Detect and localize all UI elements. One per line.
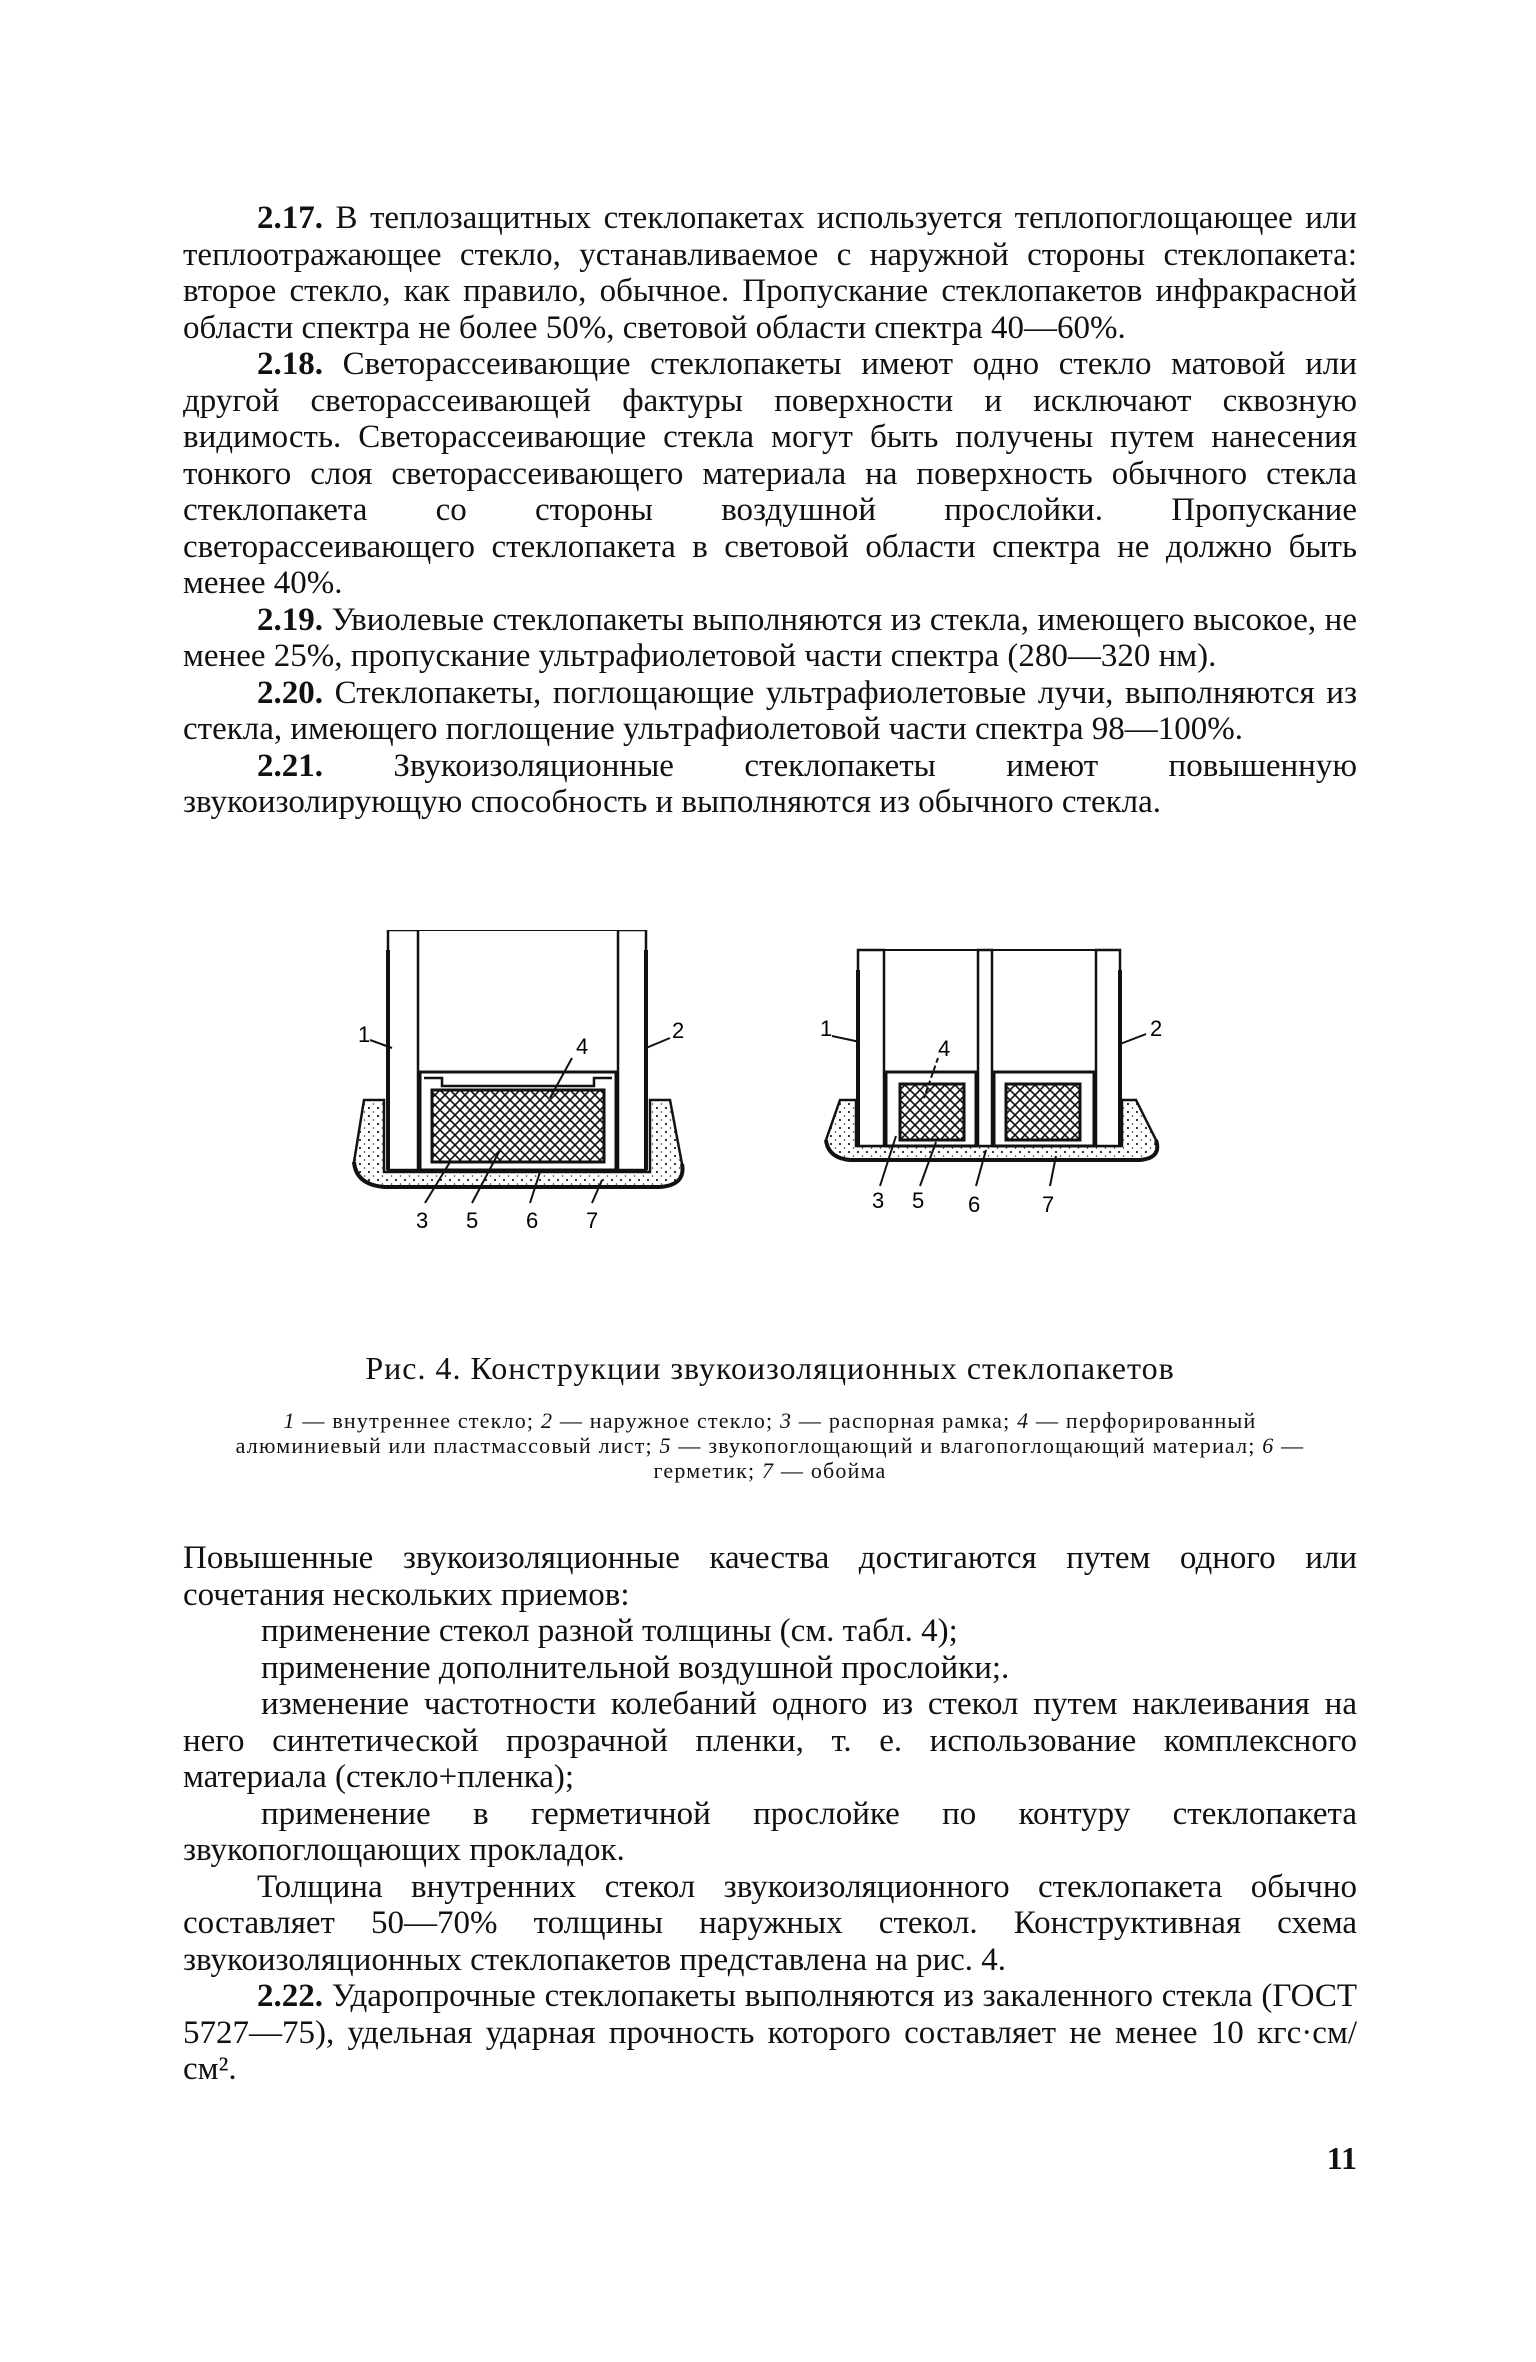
label-6: 6	[968, 1192, 981, 1217]
method-item: изменение частотности колебаний одного из стекол путем наклеивания на него синтетической прозрачной пленки, т. е. использование комплексного материала (стекло+пленка);	[183, 1686, 1357, 1795]
legend-number: 2	[540, 1408, 554, 1433]
legend-number: 3	[780, 1408, 793, 1433]
paragraph-2-20	[183, 675, 1357, 748]
label-1: 1	[358, 1022, 371, 1047]
label-1: 1	[820, 1016, 833, 1041]
double-cavity-unit	[820, 950, 1162, 1217]
label-3: 3	[872, 1188, 885, 1213]
inner-glass	[388, 930, 418, 1170]
paragraph-2-17	[183, 200, 1357, 346]
legend-number: 7	[762, 1458, 775, 1483]
middle-glass	[978, 950, 992, 1146]
legend-number: 4	[1017, 1408, 1030, 1433]
inner-glass	[858, 950, 884, 1146]
legend-text: — звукопоглощающий и влагопоглощающий материал;	[671, 1433, 1263, 1458]
section-number: 2.17.	[257, 200, 323, 236]
label-2: 2	[1150, 1016, 1163, 1041]
paragraph-text: Увиолевые стеклопакеты выполняются из стекла, имеющего высокое, не менее 25%, пропускание ультрафиолетовой части спектра (280—320 нм).	[183, 601, 1357, 674]
legend-text: — перфорированный алюминиевый или пластмассовый лист;	[235, 1408, 1257, 1458]
paragraph-text: Ударопрочные стеклопакеты выполняются из закаленного стекла (ГОСТ 5727—75), удельная ударная прочность которого составляет не менее 10 кгс·см/см².	[183, 1978, 1357, 2087]
outer-glass	[618, 930, 646, 1170]
sound-absorber-2	[1006, 1084, 1080, 1140]
legend-text: — распорная рамка;	[792, 1408, 1018, 1433]
method-item: применение в герметичной прослойке по контуру стеклопакета звукопоглощающих прокладок.	[183, 1795, 1357, 1868]
figure-4-diagram	[340, 930, 1240, 1340]
legend-text: — герметик;	[653, 1433, 1305, 1483]
section-number: 2.18.	[257, 346, 323, 382]
section-number: 2.21.	[257, 747, 323, 784]
section-number: 2.22.	[257, 1978, 323, 2014]
single-cavity-unit	[354, 930, 684, 1233]
label-6: 6	[526, 1208, 539, 1233]
sound-absorber	[432, 1090, 604, 1162]
paragraph-text: Стеклопакеты, поглощающие ультрафиолетовые лучи, выполняются из стекла, имеющего поглощение ультрафиолетовой части спектра 98—100%.	[183, 674, 1357, 747]
top-text	[183, 200, 1357, 821]
label-5: 5	[912, 1188, 925, 1213]
legend-text: — обойма	[774, 1458, 887, 1483]
paragraph-2-21	[183, 748, 1357, 821]
label-4: 4	[938, 1036, 951, 1061]
paragraph-2-18	[183, 346, 1357, 602]
label-7: 7	[586, 1208, 599, 1233]
intro-paragraph: Повышенные звукоизоляционные качества достигаются путем одного или сочетания нескольких приемов:	[183, 1540, 1357, 1613]
outer-glass	[1096, 950, 1120, 1146]
legend-number: 6	[1262, 1433, 1275, 1458]
method-item: применение дополнительной воздушной прослойки;.	[261, 1649, 1010, 1686]
figure-caption: Рис. 4. Конструкции звукоизоляционных стеклопакетов	[365, 1350, 1175, 1386]
legend-text: — наружное стекло;	[553, 1408, 781, 1433]
paragraph-text: Звукоизоляционные стеклопакеты имеют повышенную звукоизолирующую способность и выполняются из обычного стекла.	[183, 747, 1357, 820]
legend-number: 1	[283, 1408, 296, 1433]
sound-absorber-1	[900, 1084, 964, 1140]
paragraph-text: В теплозащитных стеклопакетах используется теплопоглощающее или теплоотражающее стекло, устанавливаемое с наружной стороны стеклопакета: второе стекло, как правило, обычное. Пропускание стеклопакетов инфракрасной области спектра не более 50%, световой области спектра 40—60%.	[183, 200, 1357, 346]
section-number: 2.20.	[257, 674, 323, 711]
section-number: 2.19.	[257, 601, 323, 638]
paragraph-text: Светорассеивающие стеклопакеты имеют одно стекло матовой или другой светорассеивающей фактуры поверхности и исключают сквозную видимость. Светорассеивающие стекла могут быть получены путем нанесения тонкого слоя светорассеивающего материала на поверхность обычного стекла стеклопакета со стороны воздушной прослойки. Пропускание светорассеивающего стеклопакета в световой области спектра не должно быть менее 40%.	[183, 346, 1357, 601]
paragraph-2-19	[183, 602, 1357, 675]
paragraph-2-22	[183, 1978, 1357, 2088]
label-5: 5	[466, 1208, 479, 1233]
label-4: 4	[576, 1034, 589, 1059]
bottom-text	[183, 1540, 1357, 2088]
legend-number: 5	[659, 1433, 672, 1458]
thickness-paragraph: Толщина внутренних стекол звукоизоляционного стеклопакета обычно составляет 50—70% толщины наружных стекол. Конструктивная схема звукоизоляционных стеклопакетов представлена на рис. 4.	[183, 1868, 1357, 1978]
figure-legend	[215, 1408, 1325, 1483]
label-2: 2	[672, 1018, 685, 1043]
label-7: 7	[1042, 1192, 1055, 1217]
legend-text: — внутреннее стекло;	[295, 1408, 541, 1433]
page-number: 11	[1326, 2140, 1357, 2176]
method-item: применение стекол разной толщины (см. табл. 4);	[261, 1613, 958, 1649]
label-3: 3	[416, 1208, 429, 1233]
